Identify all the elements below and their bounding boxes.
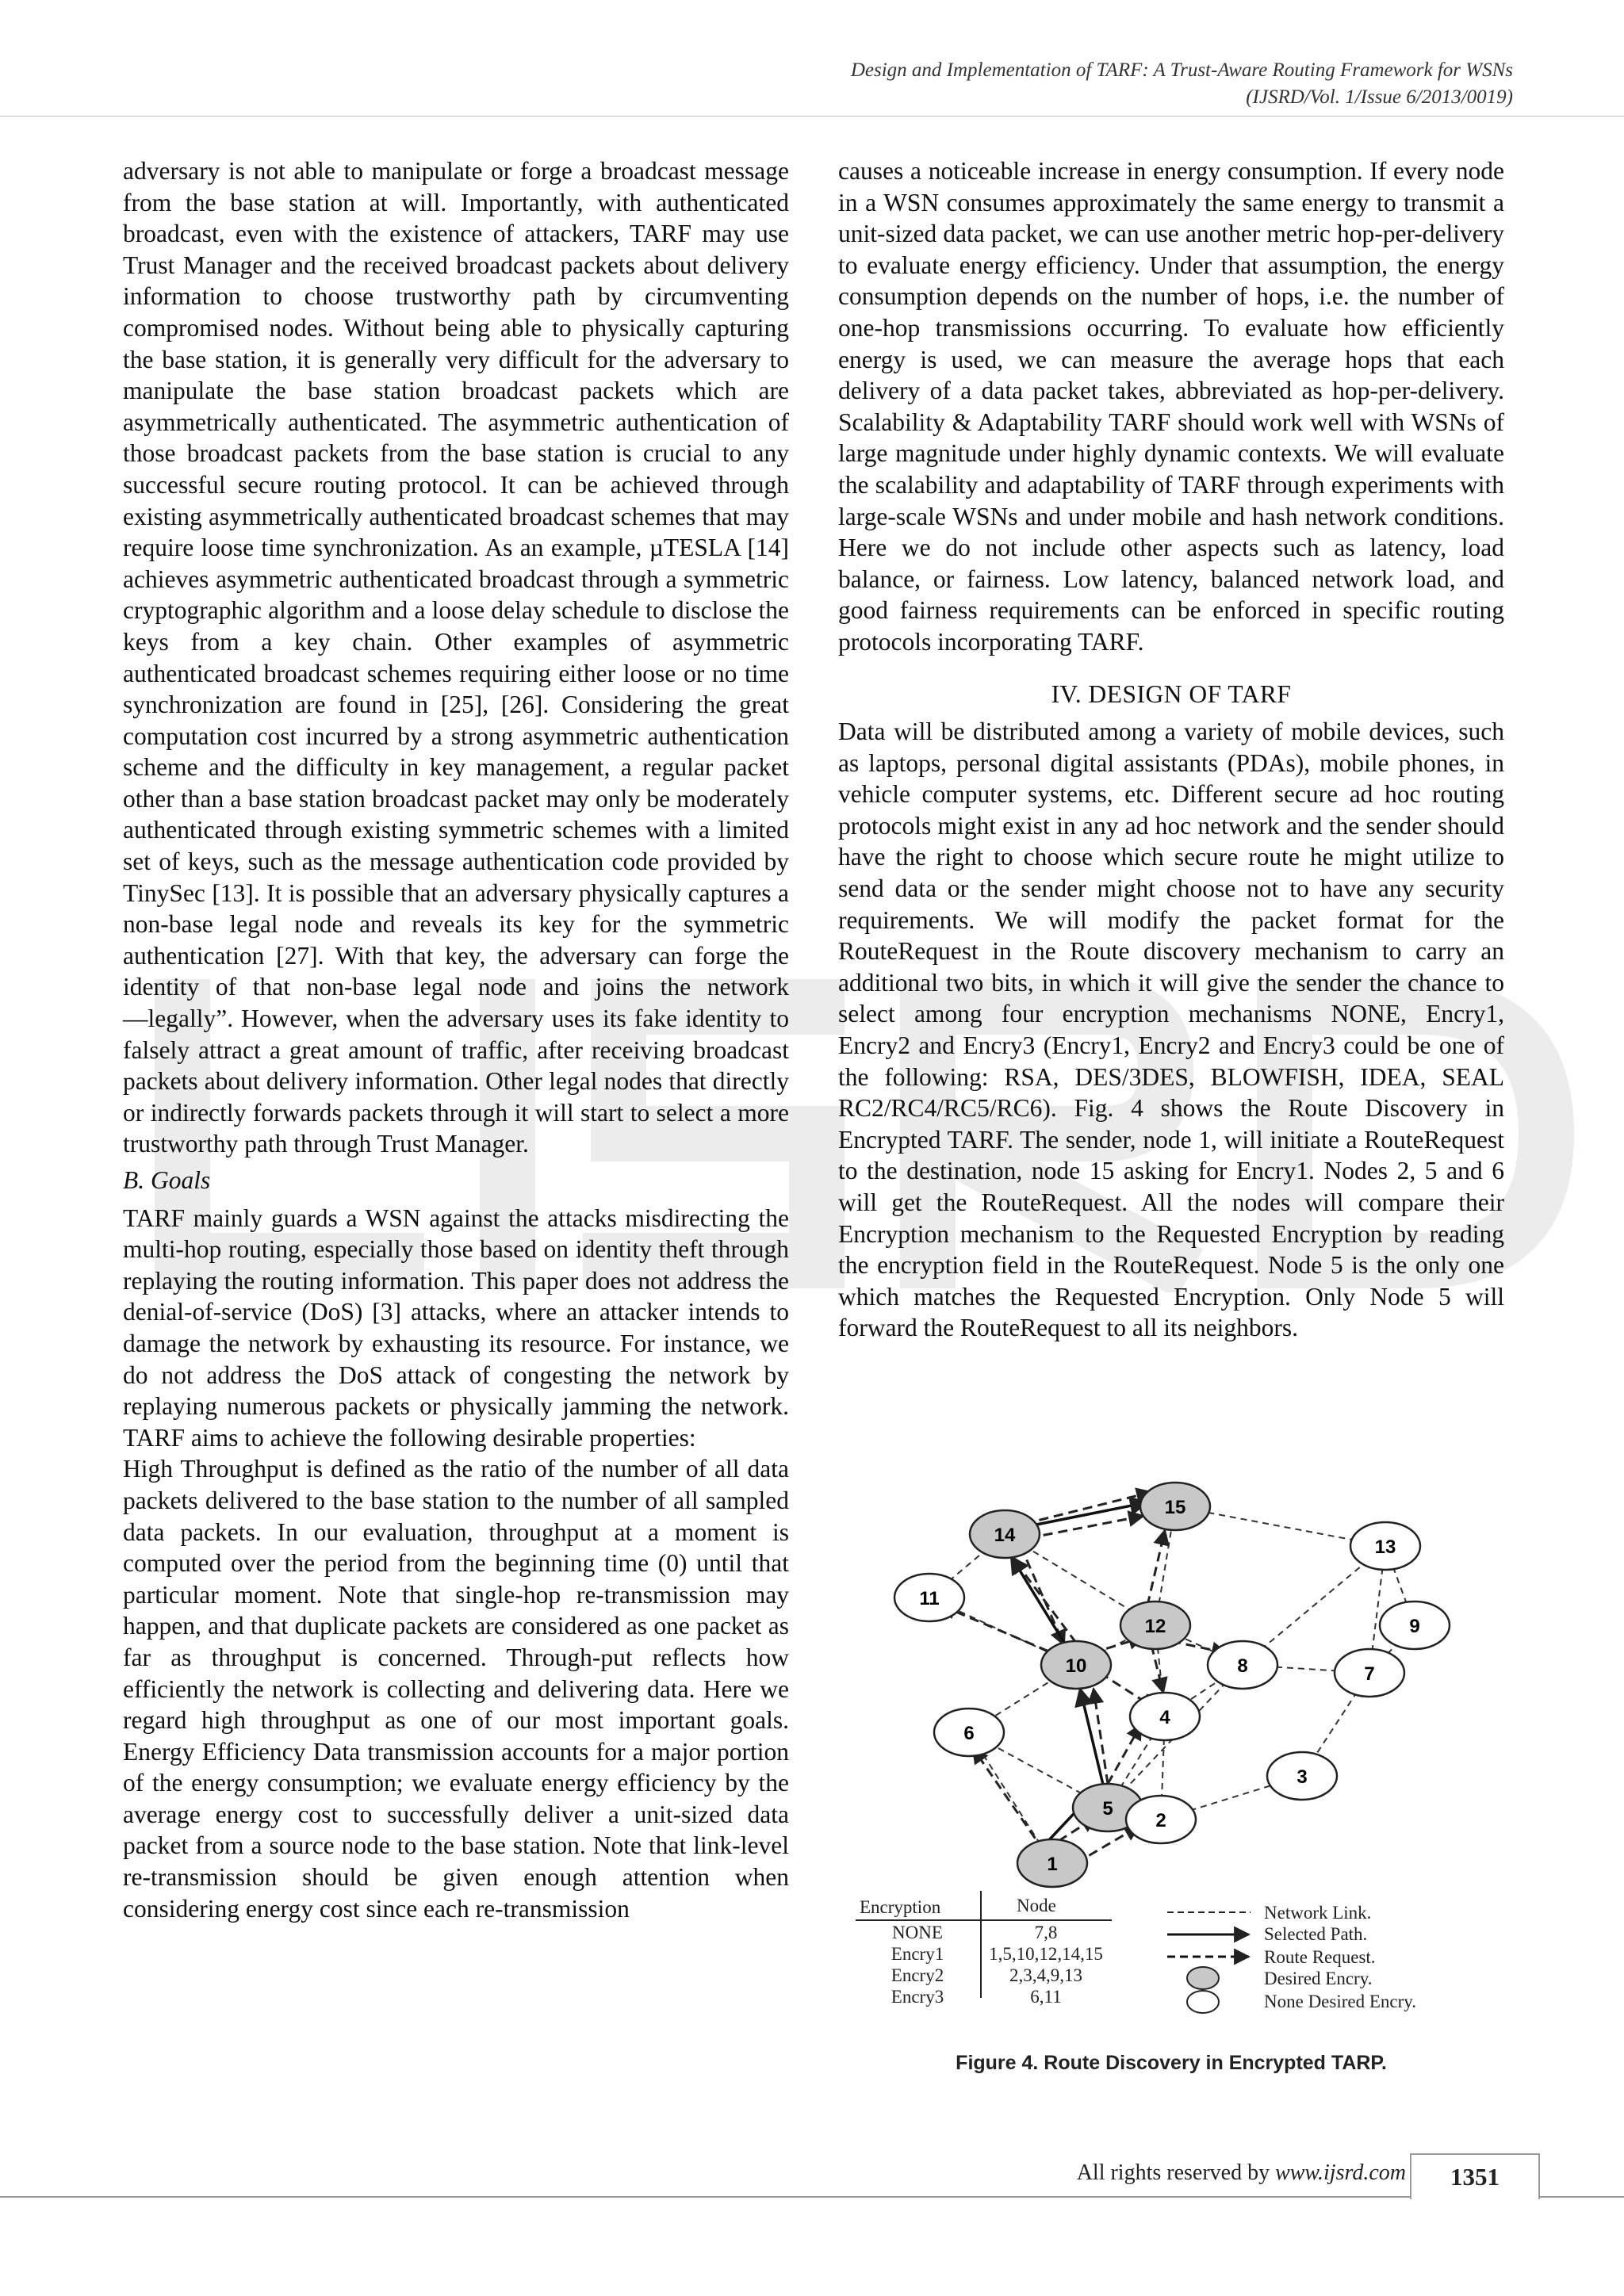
body-paragraph: Data will be distributed among a variety of mobile devices, such as laptops, personal digital assistants (PDAs), mobile phones, in vehicle computer systems, etc. Different secure ad hoc routing protocols might exist in any ad hoc network and the sender should have the right to choose which secure route he might utilize to send data or the sender might choose not to have any security requirements. We will modify the packet format for the RouteRequest in the Route discovery mechanism to carry an additional two bits, in which it will give the sender the chance to select among four encryption mechanisms NONE, Encry1, Encry2 and Encry3 (Encry1, Encry2 and Encry3 could be one of the following: RSA, DES/3DES, BLOWFISH, IDEA, SEAL RC2/RC4/RC5/RC6). Fig. 4 shows the Route Discovery in Encrypted TARF. The sender, node 1, will initiate a RouteRequest to the destination, node 15 asking for Encry1. Nodes 2, 5 and 6 will get the RouteRequest. All the nodes will compare their Encryption mechanism to the Requested Encryption by reading the encryption field in the RouteRequest. Node 5 is the only one which matches the Requested Encryption. Only Node 5 will forward the RouteRequest to all its neighbors. [838,718,1504,1342]
header-title: Design and Implementation of TARF: A Trust-Aware Routing Framework for WSNs [850,59,1513,81]
left-column [123,155,789,1924]
page-number: 1351 [1410,2153,1540,2199]
node-14 [970,1510,1040,1558]
footer-site-link[interactable]: www.ijsrd.com [1275,2160,1406,2185]
table-cell: Encry2 [891,1965,944,1985]
node-13 [1350,1522,1420,1570]
right-column [838,155,1504,1344]
legend-desired-encry: Desired Encry. [1264,1969,1373,1988]
svg-text:13: 13 [1374,1536,1396,1558]
node-11 [894,1574,964,1621]
legend-none-desired-encry: None Desired Encry. [1264,1992,1417,2011]
node-8 [1208,1641,1277,1689]
svg-text:7: 7 [1364,1663,1375,1685]
svg-text:10: 10 [1065,1655,1087,1677]
section-heading: IV. DESIGN OF TARF [1051,679,1292,708]
table-cell: 6,11 [1030,1987,1062,2007]
table-cell: 1,5,10,12,14,15 [989,1944,1103,1964]
node-1 [1017,1839,1087,1887]
node-15 [1140,1483,1210,1530]
legend-route-request: Route Request. [1264,1947,1376,1967]
table-cell: Encry1 [891,1944,944,1964]
node-7 [1335,1649,1404,1697]
running-header [851,57,1513,111]
table-header-encryption: Encryption [860,1897,941,1917]
svg-text:2: 2 [1155,1810,1166,1831]
subsection-heading: B. Goals [123,1166,211,1194]
node-2 [1126,1796,1196,1843]
svg-text:3: 3 [1297,1766,1308,1788]
body-paragraph: adversary is not able to manipulate or forge a broadcast message from the base station at will. Importantly, with authenticated broadcast, even with the existence of attackers, TARF may use Trust Manager and the received broadcast packets about delivery information to choose trustworthy path by circumventing compromised nodes. Without being able to physically capturing the base station, it is generally very difficult for the adversary to manipulate the base station broadcast packets which are asymmetrically authenticated. The asymmetric authentication of those broadcast packets from the base station is crucial to any successful secure routing protocol. It can be achieved through existing asymmetrically authenticated broadcast schemes that may require loose time synchronization. As an example, µTESLA [14] achieves asymmetric authenticated broadcast through a symmetric cryptographic algorithm and a loose delay schedule to disclose the keys from a key chain. Other examples of asymmetric authenticated broadcast schemes requiring either loose or no time synchronization are found in [25], [26]. Considering the great computation cost incurred by a strong asymmetric authentication scheme and the difficulty in key management, a regular packet other than a base station broadcast packet may only be moderately authenticated through existing symmetric schemes with a limited set of keys, such as the message authentication code provided by TinySec [13]. It is possible that an adversary physically captures a non-base legal node and reveals its key for the symmetric authentication [27]. With that key, the adversary can forge the identity of that non-base legal node and joins the network ―legally”. However, when the adversary uses its fake identity to falsely attract a great amount of traffic, after receiving broadcast packets about delivery information. Other legal nodes that directly or indirectly forwards packets through it will start to select a more trustworthy path through Trust Manager. [123,157,789,1158]
footer-rights-text: All rights reserved by [1076,2160,1270,2185]
node-9 [1380,1601,1450,1649]
node-6 [934,1709,1004,1756]
body-paragraph: causes a noticeable increase in energy consumption. If every node in a WSN consumes approximately the same energy to transmit a unit-sized data packet, we can use another metric hop-per-delivery to evaluate energy efficiency. Under that assumption, the energy consumption depends on the number of hops, i.e. the number of one-hop transmissions occurring. To evaluate how efficiently energy is used, we can measure the average hops that each delivery of a data packet takes, abbreviated as hop-per-delivery. Scalability & Adaptability TARF should work well with WSNs of large magnitude under highly dynamic contexts. We will evaluate the scalability and adaptability of TARF through experiments with large-scale WSNs and under mobile and hash network conditions. Here we do not include other aspects such as latency, load balance, or fairness. Low latency, balanced network load, and good fairness requirements can be enforced in specific routing protocols incorporating TARF. [838,157,1504,656]
table-cell: 7,8 [1034,1923,1058,1942]
svg-text:6: 6 [963,1723,975,1744]
svg-text:11: 11 [919,1588,940,1609]
svg-text:9: 9 [1409,1616,1420,1637]
svg-text:14: 14 [994,1525,1016,1546]
node-10 [1041,1641,1111,1689]
header-issue: (IJSRD/Vol. 1/Issue 6/2013/0019) [1246,86,1513,108]
legend-network-link: Network Link. [1264,1903,1372,1923]
legend [1167,1903,1416,2013]
footer-rule [0,2196,1624,2198]
header-rule [0,116,1624,117]
encryption-table [856,1891,1112,2007]
svg-text:15: 15 [1164,1497,1186,1518]
network-diagram [838,1459,1504,2093]
node-12 [1120,1601,1190,1649]
body-paragraph: High Throughput is defined as the ratio of the number of all data packets delivered to the base station to the number of all sampled data packets. In our evaluation, throughput at a moment is computed over the period from the beginning time (0) until that particular moment. Note that single-hop re-transmission may happen, and that duplicate packets are considered as one packet as far as throughput is concerned. Through-put reflects how efficiently the network is collecting and delivering data. Here we regard high throughput as one of our most important goals. Energy Efficiency Data transmission accounts for a major portion of the energy consumption; we evaluate energy efficiency by the average energy cost to successfully deliver a unit-sized data packet from a source node to the base station. Note that link-level re-transmission should be given enough attention when considering energy cost since each re-transmission [123,1455,789,1923]
figure-route-discovery [838,1459,1504,2093]
table-cell: 2,3,4,9,13 [1009,1965,1082,1985]
footer-rights [1077,2160,1406,2186]
node-4 [1130,1693,1200,1740]
table-header-node: Node [1017,1896,1056,1915]
figure-caption: Figure 4. Route Discovery in Encrypted TARP. [956,2052,1387,2074]
svg-text:12: 12 [1144,1616,1166,1637]
svg-text:4: 4 [1159,1707,1170,1728]
table-cell: Encry3 [891,1987,944,2007]
svg-text:8: 8 [1237,1655,1248,1677]
svg-text:5: 5 [1102,1798,1113,1820]
svg-text:1: 1 [1047,1854,1058,1875]
body-paragraph: TARF mainly guards a WSN against the attacks misdirecting the multi-hop routing, especially those based on identity theft through replaying the routing information. This paper does not address the denial-of-service (DoS) [3] attacks, where an attacker intends to damage the network by exhausting its resource. For instance, we do not address the DoS attack of congesting the network by replaying numerous packets or physically jamming the network. TARF aims to achieve the following desirable properties: [123,1203,789,1452]
table-cell: NONE [892,1923,943,1942]
node-3 [1267,1752,1337,1800]
legend-selected-path: Selected Path. [1264,1924,1368,1944]
